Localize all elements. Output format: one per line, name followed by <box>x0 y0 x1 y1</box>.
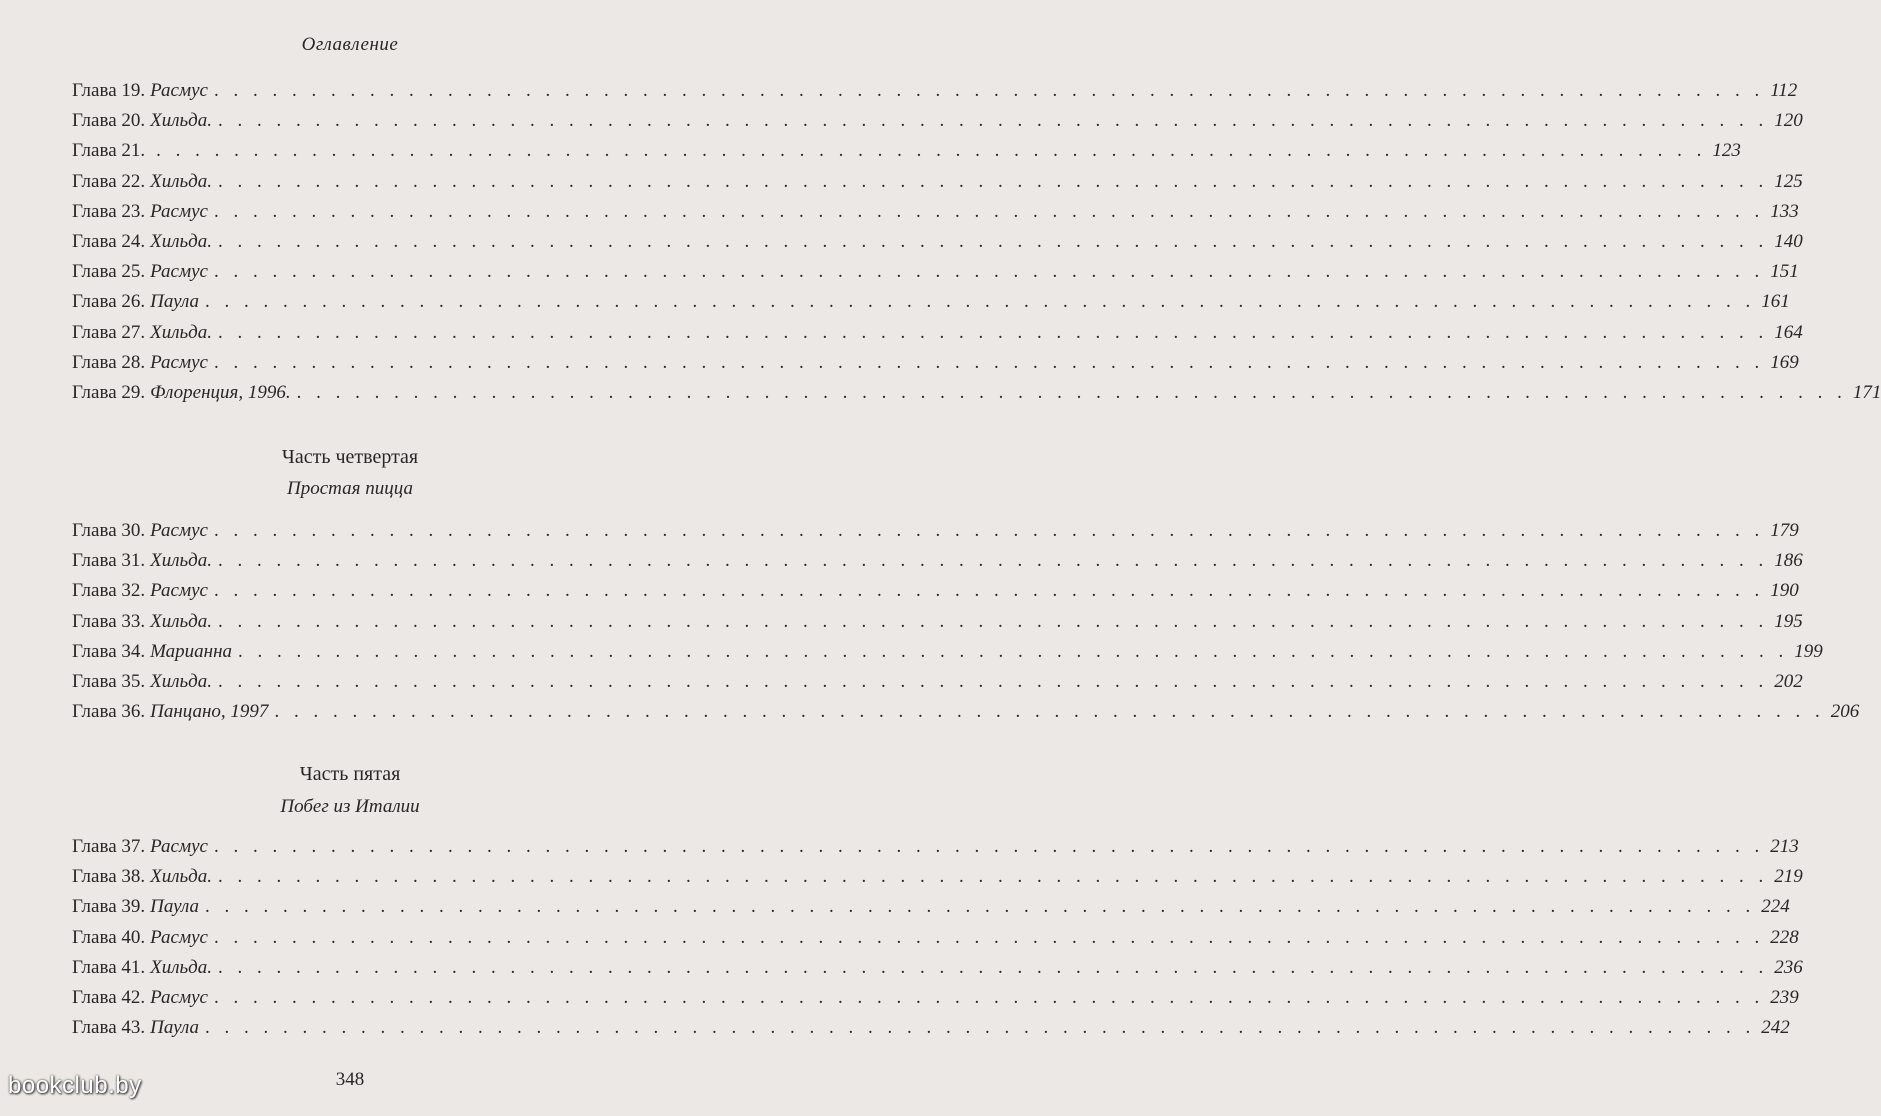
chapter-title: Расмус <box>150 836 208 857</box>
chapter-title: Хильда. <box>150 321 213 343</box>
toc-entry <box>72 610 1803 637</box>
leader-dots: . . . . . . . . . . . . . . . . . . . . . . . . . . . . . . . . . . . . . . . . . . . . . . . . . . . . . . . . . . . . . . . . . . . . . . . . . . . . . . . . <box>218 231 1769 252</box>
chapter-title: Расмус <box>150 200 208 222</box>
toc-entry <box>72 956 1803 983</box>
page-header: Оглавление <box>301 34 399 55</box>
page-ref: 239 <box>1770 987 1799 1008</box>
chapter-title: Расмус <box>150 351 208 373</box>
page-ref: 219 <box>1774 866 1803 888</box>
leader-dots: . . . . . . . . . . . . . . . . . . . . . . . . . . . . . . . . . . . . . . . . . . . . . . . . . . . . . . . . . . . . . . . . . . . . . . . . . . . . . . . . <box>218 550 1769 572</box>
chapter-title: Панцано, 1997 <box>150 701 269 723</box>
leader-dots: . . . . . . . . . . . . . . . . . . . . . . . . . . . . . . . . . . . . . . . . . . . . . . . . . . . . . . . . . . . . . . . . . . . . . . . . . . . . . . . . <box>213 520 1765 541</box>
leader-dots: . . . . . . . . . . . . . . . . . . . . . . . . . . . . . . . . . . . . . . . . . . . . . . . . . . . . . . . . . . . . . . . . . . . . . . . . . . . . . . . . <box>213 926 1765 948</box>
leader-dots: . . . . . . . . . . . . . . . . . . . . . . . . . . . . . . . . . . . . . . . . . . . . . . . . . . . . . . . . . . . . . . . . . . . . . . . . . . . . . . . . <box>218 170 1769 192</box>
leader-dots: . . . . . . . . . . . . . . . . . . . . . . . . . . . . . . . . . . . . . . . . . . . . . . . . . . . . . . . . . . . . . . . . . . . . . . . . . . . . . . . . <box>205 896 1756 918</box>
chapter-number: Глава 29. <box>72 382 146 403</box>
chapter-number: Глава 42. <box>72 987 146 1008</box>
page-ref: 169 <box>1770 351 1799 373</box>
page-ref: 140 <box>1774 231 1803 252</box>
chapter-title: Хильда. <box>150 231 213 252</box>
leader-dots: . . . . . . . . . . . . . . . . . . . . . . . . . . . . . . . . . . . . . . . . . . . . . . . . . . . . . . . . . . . . . . . . . . . . . . . . . . . . . . . . <box>213 580 1765 602</box>
chapter-title: Расмус <box>150 261 208 283</box>
page-ref: 120 <box>1774 110 1803 132</box>
page-ref: 123 <box>1712 140 1741 162</box>
chapter-number: Глава 40. <box>72 926 146 948</box>
leader-dots: . . . . . . . . . . . . . . . . . . . . . . . . . . . . . . . . . . . . . . . . . . . . . . . . . . . . . . . . . . . . . . . . . . . . . . . . . . . . . . . . <box>238 640 1789 662</box>
chapter-number: Глава 26. <box>72 291 146 313</box>
chapter-number: Глава 27. <box>72 321 146 343</box>
toc-entry <box>72 321 1803 348</box>
toc-entry <box>72 520 1799 546</box>
chapter-number: Глава 19. <box>72 80 146 101</box>
toc-entry <box>72 1017 1790 1043</box>
chapter-number: Глава 28. <box>72 351 146 373</box>
chapter-number: Глава 23. <box>72 200 146 222</box>
toc-entry <box>72 926 1799 953</box>
chapter-title: Расмус <box>150 926 208 948</box>
page-ref: 199 <box>1794 640 1823 662</box>
page-ref: 236 <box>1774 956 1803 978</box>
leader-dots: . . . . . . . . . . . . . . . . . . . . . . . . . . . . . . . . . . . . . . . . . . . . . . . . . . . . . . . . . . . . . . . . . . . . . . . . . . . . . . . . <box>213 351 1765 373</box>
toc-entry <box>72 231 1803 257</box>
page-ref: 164 <box>1774 321 1803 343</box>
chapter-number: Глава 35. <box>72 671 146 692</box>
page-ref: 224 <box>1761 896 1790 918</box>
chapter-number: Глава 24. <box>72 231 146 252</box>
page-ref: 133 <box>1770 200 1799 222</box>
page-ref: 242 <box>1761 1017 1790 1039</box>
page-ref: 171 <box>1852 382 1881 403</box>
chapter-number: Глава 34. <box>72 640 146 662</box>
chapter-number: Глава 41. <box>72 956 146 978</box>
page-ref: 190 <box>1770 580 1799 602</box>
toc-entry <box>72 291 1790 317</box>
page-ref: 112 <box>1770 80 1798 101</box>
page-ref: 195 <box>1774 610 1803 632</box>
toc-entry <box>72 580 1799 606</box>
toc-entry <box>72 866 1803 892</box>
chapter-title: Расмус <box>150 987 208 1008</box>
page-ref: 186 <box>1774 550 1803 572</box>
chapter-number: Глава 25. <box>72 261 146 283</box>
toc-entry <box>72 640 1823 667</box>
toc-entry <box>72 896 1790 922</box>
chapter-number: Глава 31. <box>72 550 146 572</box>
chapter-title: Хильда. <box>150 866 213 888</box>
leader-dots: . . . . . . . . . . . . . . . . . . . . . . . . . . . . . . . . . . . . . . . . . . . . . . . . . . . . . . . . . . . . . . . . . . . . . . . . . . . . . . . . <box>218 321 1769 343</box>
chapter-title: Паула <box>150 896 200 918</box>
page-ref: 202 <box>1774 671 1803 692</box>
page-ref: 206 <box>1830 701 1860 723</box>
chapter-number: Глава 37. <box>72 836 146 857</box>
chapter-title: Хильда. <box>150 110 213 132</box>
page-ref: 179 <box>1770 520 1799 541</box>
chapter-title: Паула <box>150 291 200 313</box>
chapter-title: Паула <box>150 1017 200 1039</box>
leader-dots: . . . . . . . . . . . . . . . . . . . . . . . . . . . . . . . . . . . . . . . . . . . . . . . . . . . . . . . . . . . . . . . . . . . . . . . . . . . . . . . . <box>205 1017 1756 1039</box>
chapter-title: Расмус <box>150 80 208 101</box>
toc-entry <box>72 382 1881 408</box>
toc-entry <box>72 170 1803 197</box>
toc-entry <box>72 671 1803 697</box>
leader-dots: . . . . . . . . . . . . . . . . . . . . . . . . . . . . . . . . . . . . . . . . . . . . . . . . . . . . . . . . . . . . . . . . . . . . . . . . . . . . . . . . <box>218 866 1769 888</box>
chapter-title: Марианна <box>150 640 233 662</box>
toc-entry <box>72 261 1799 287</box>
chapter-number: Глава 22. <box>72 170 146 192</box>
part-subtitle: Побег из Италии <box>280 796 420 817</box>
toc-entry <box>72 200 1799 227</box>
chapter-number: Глава 36. <box>72 701 146 723</box>
leader-dots: . . . . . . . . . . . . . . . . . . . . . . . . . . . . . . . . . . . . . . . . . . . . . . . . . . . . . . . . . . . . . . . . . . . . . . . . . . . . . . . . <box>205 291 1756 313</box>
page-ref: 151 <box>1770 261 1799 283</box>
page-ref: 213 <box>1770 836 1799 857</box>
toc-entry <box>72 80 1798 106</box>
leader-dots: . . . . . . . . . . . . . . . . . . . . . . . . . . . . . . . . . . . . . . . . . . . . . . . . . . . . . . . . . . . . . . . . . . . . . . . . . . . . . . . . <box>218 671 1769 692</box>
chapter-title: Хильда. <box>150 550 213 572</box>
leader-dots: . . . . . . . . . . . . . . . . . . . . . . . . . . . . . . . . . . . . . . . . . . . . . . . . . . . . . . . . . . . . . . . . . . . . . . . . . . . . . . . . <box>218 956 1769 978</box>
leader-dots: . . . . . . . . . . . . . . . . . . . . . . . . . . . . . . . . . . . . . . . . . . . . . . . . . . . . . . . . . . . . . . . . . . . . . . . . . . . . . . . . <box>274 701 1825 723</box>
toc-entry <box>72 351 1799 378</box>
leader-dots: . . . . . . . . . . . . . . . . . . . . . . . . . . . . . . . . . . . . . . . . . . . . . . . . . . . . . . . . . . . . . . . . . . . . . . . . . . . . . . . . <box>218 110 1769 132</box>
toc-entry <box>72 140 1741 166</box>
leader-dots: . . . . . . . . . . . . . . . . . . . . . . . . . . . . . . . . . . . . . . . . . . . . . . . . . . . . . . . . . . . . . . . . . . . . . . . . . . . . . . . . <box>218 610 1769 632</box>
toc-entry <box>72 836 1799 862</box>
chapter-title: Хильда. <box>150 956 213 978</box>
chapter-number: Глава 33. <box>72 610 146 632</box>
part-title: Часть четвертая <box>281 446 419 468</box>
watermark: bookclub.by <box>8 1072 142 1099</box>
leader-dots: . . . . . . . . . . . . . . . . . . . . . . . . . . . . . . . . . . . . . . . . . . . . . . . . . . . . . . . . . . . . . . . . . . . . . . . . . . . . . . . . <box>213 987 1765 1008</box>
leader-dots: . . . . . . . . . . . . . . . . . . . . . . . . . . . . . . . . . . . . . . . . . . . . . . . . . . . . . . . . . . . . . . . . . . . . . . . . . . . . . . . . <box>213 836 1765 857</box>
leader-dots: . . . . . . . . . . . . . . . . . . . . . . . . . . . . . . . . . . . . . . . . . . . . . . . . . . . . . . . . . . . . . . . . . . . . . . . . . . . . . . . . <box>213 80 1765 101</box>
page-ref: 161 <box>1761 291 1790 313</box>
leader-dots: . . . . . . . . . . . . . . . . . . . . . . . . . . . . . . . . . . . . . . . . . . . . . . . . . . . . . . . . . . . . . . . . . . . . . . . . . . . . . . . . <box>156 140 1707 162</box>
chapter-number: Глава 20. <box>72 110 146 132</box>
chapter-number: Глава 38. <box>72 866 146 888</box>
chapter-number: Глава 30. <box>72 520 146 541</box>
page-ref: 125 <box>1774 170 1803 192</box>
chapter-title: Флоренция, 1996. <box>150 382 291 403</box>
part-title: Часть пятая <box>299 763 401 785</box>
chapter-number: Глава 21. <box>72 140 146 162</box>
part-subtitle: Простая пицца <box>287 478 413 499</box>
chapter-title: Хильда. <box>150 671 213 692</box>
chapter-title: Расмус <box>150 580 208 602</box>
chapter-number: Глава 43. <box>72 1017 146 1039</box>
toc-entry <box>72 701 1860 727</box>
leader-dots: . . . . . . . . . . . . . . . . . . . . . . . . . . . . . . . . . . . . . . . . . . . . . . . . . . . . . . . . . . . . . . . . . . . . . . . . . . . . . . . . <box>213 261 1765 283</box>
leader-dots: . . . . . . . . . . . . . . . . . . . . . . . . . . . . . . . . . . . . . . . . . . . . . . . . . . . . . . . . . . . . . . . . . . . . . . . . . . . . . . . . <box>213 200 1765 222</box>
chapter-number: Глава 32. <box>72 580 146 602</box>
page-ref: 228 <box>1770 926 1799 948</box>
chapter-number: Глава 39. <box>72 896 146 918</box>
chapter-title: Расмус <box>150 520 208 541</box>
chapter-title: Хильда. <box>150 610 213 632</box>
toc-entry <box>72 550 1803 576</box>
toc-entry <box>72 987 1799 1013</box>
chapter-title: Хильда. <box>150 170 213 192</box>
leader-dots: . . . . . . . . . . . . . . . . . . . . . . . . . . . . . . . . . . . . . . . . . . . . . . . . . . . . . . . . . . . . . . . . . . . . . . . . . . . . . . . . <box>296 382 1847 403</box>
page-number: 348 <box>335 1069 365 1090</box>
toc-entry <box>72 110 1803 136</box>
